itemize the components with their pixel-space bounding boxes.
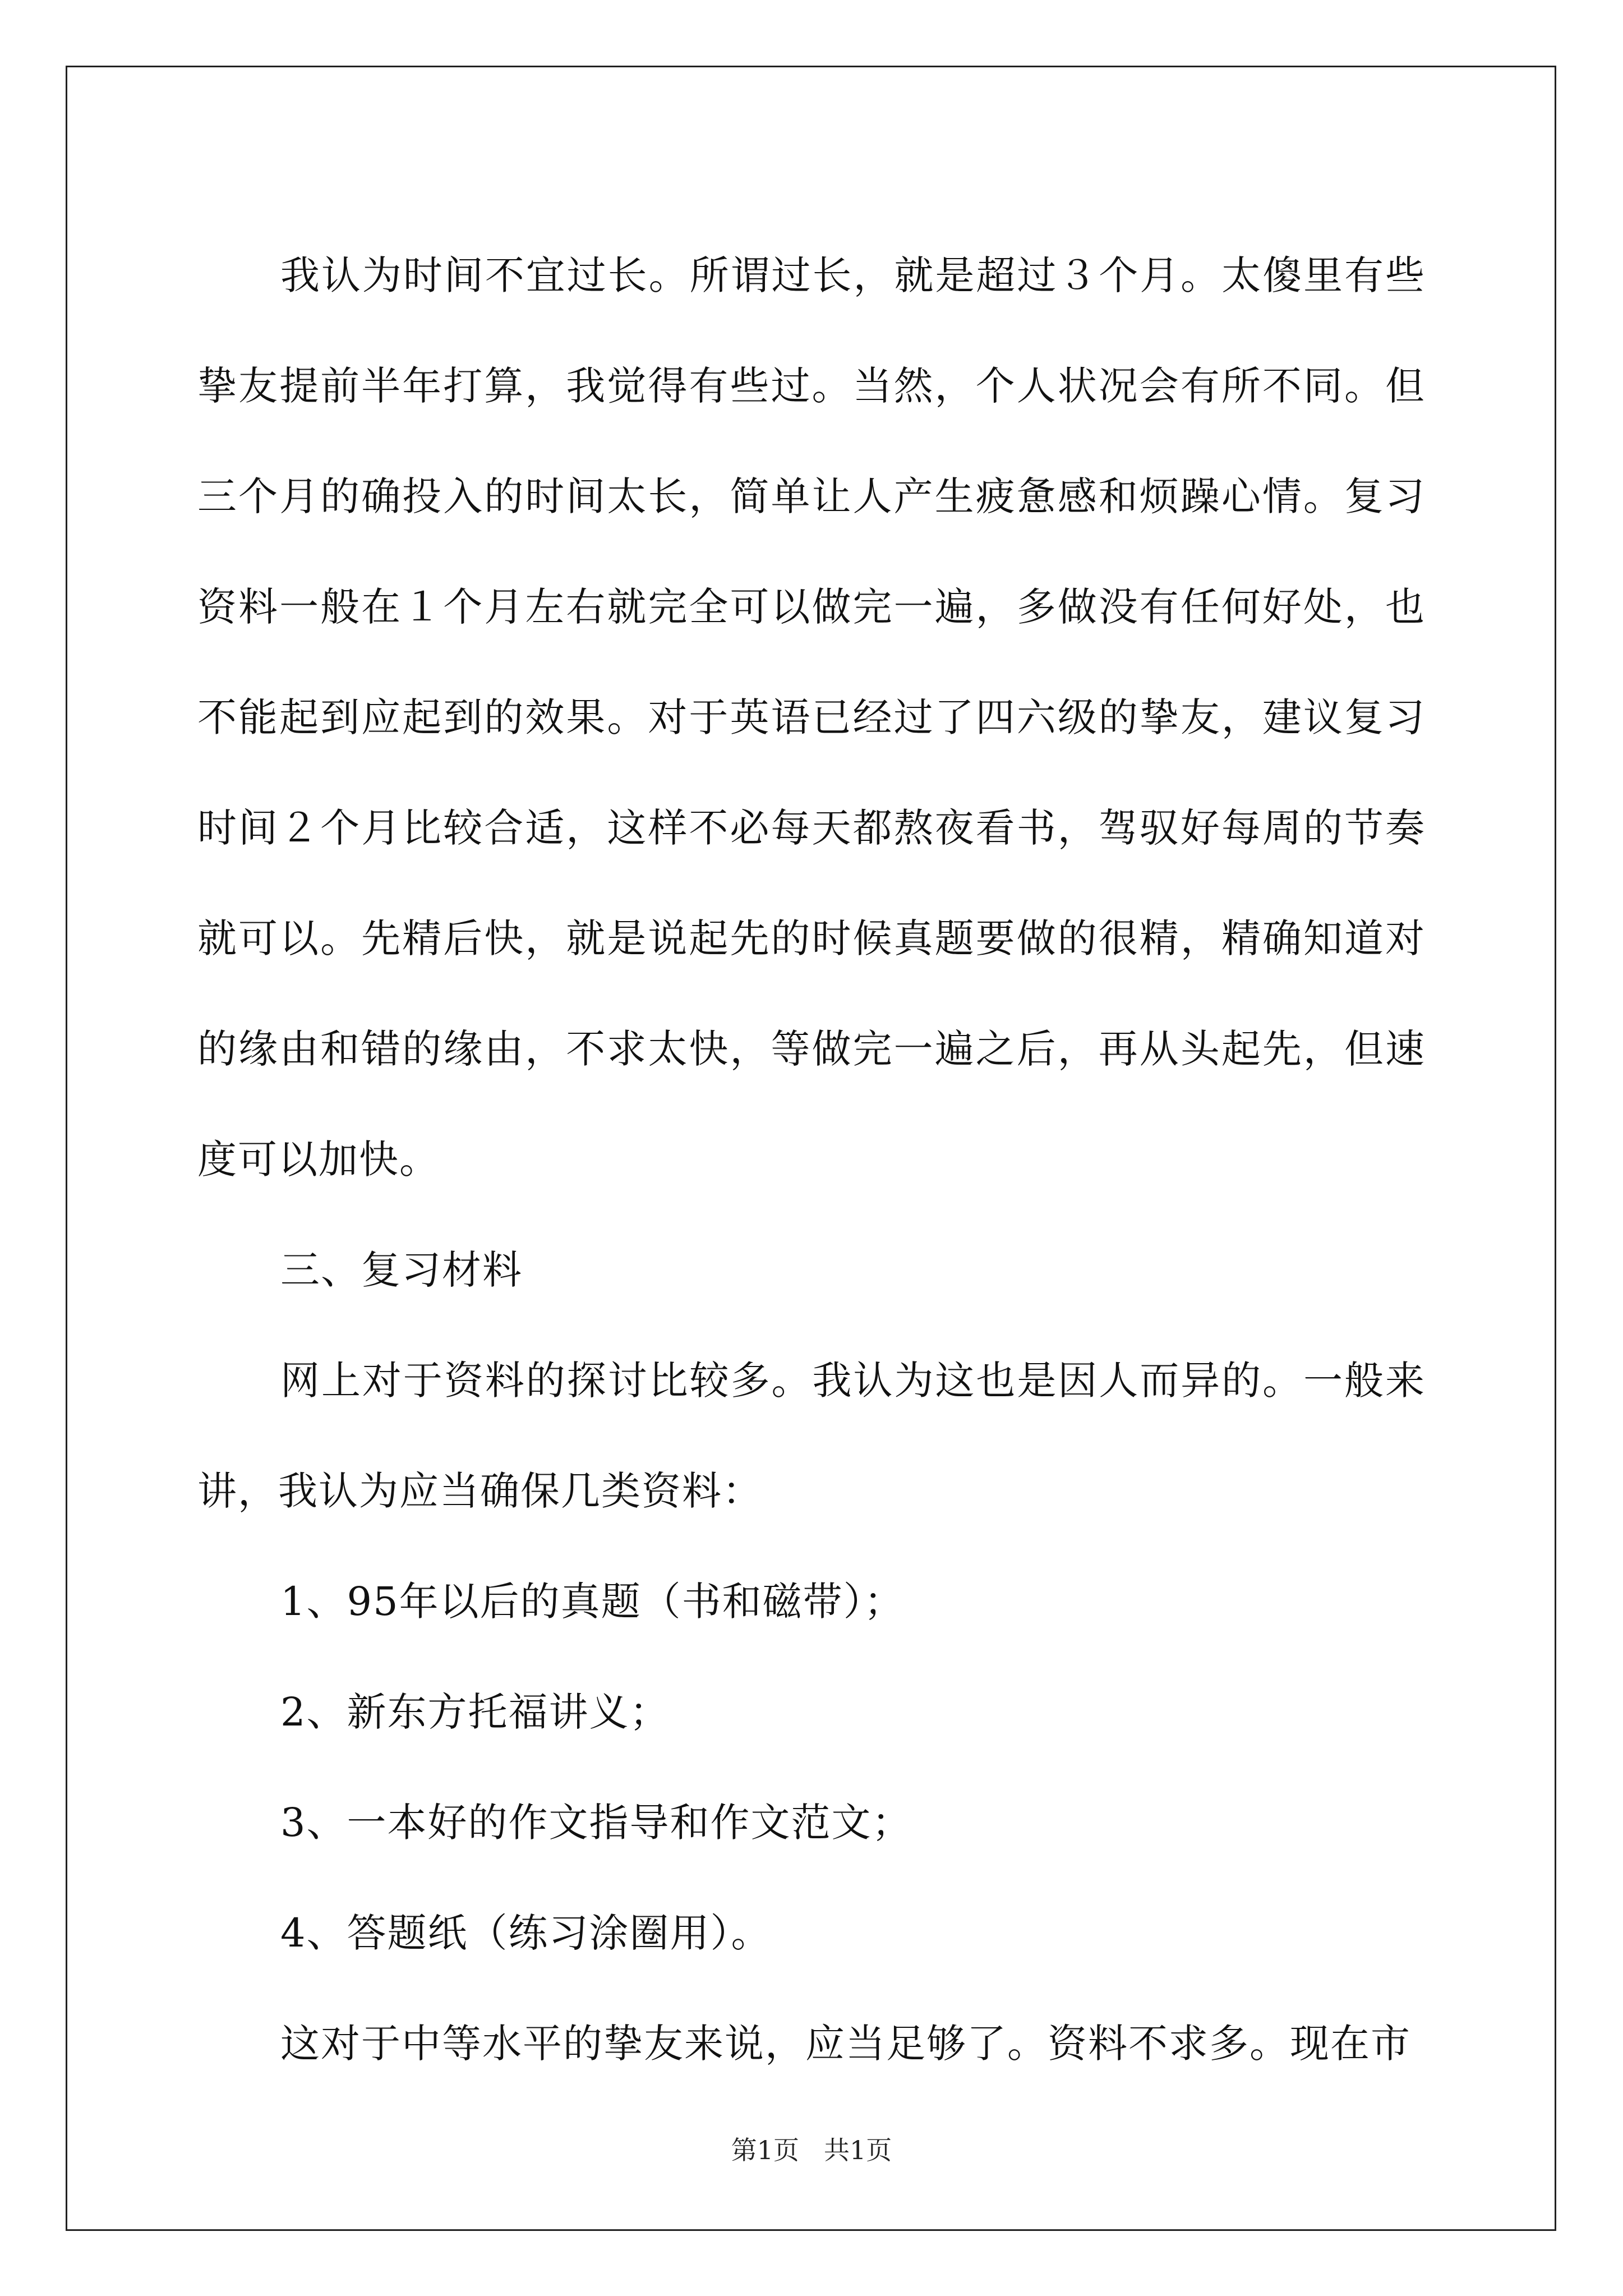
paragraph-materials-intro: 网上对于资料的探讨比较多。我认为这也是因人而异的。一般来讲，我认为应当确保几类资料： xyxy=(197,1358,1426,1514)
list-item-writing-guide: 3、一本好的作文指导和作文范文； xyxy=(280,1800,912,1846)
list-item-lecture-notes: 2、新东方托福讲义； xyxy=(280,1689,670,1735)
document-body xyxy=(197,220,1426,2099)
footer-gap xyxy=(799,2135,824,2165)
paragraph-study-duration: 我认为时间不宜过长。所谓过长，就是超过３个月。太傻里有些挚友提前半年打算，我觉得有些过。当然，个人状况会有所不同。但三个月的确投入的时间太长，简单让人产生疲惫感和烦躁心情。复习资料一般在１个月左右就完全可以做完一遍，多做没有任何好处，也不能起到应起到的效果。对于英语已经过了四六级的挚友，建议复习时间２个月比较合适，这样不必每天都熬夜看书，驾驭好每周的节奏就可以。先精后快，就是说起先的时候真题要做的很精，精确知道对的缘由和错的缘由，不求太快，等做完一遍之后，再从头起先，但速度可以加快。 xyxy=(197,252,1426,1182)
page-footer xyxy=(0,2133,1623,2167)
paragraph-closing: 这对于中等水平的挚友来说，应当足够了。资料不求多。现在市 xyxy=(280,2021,1411,2067)
list-item-answer-sheet: 4、答题纸（练习涂圈用）。 xyxy=(280,1910,772,1956)
section-heading-review-materials: 三、复习材料 xyxy=(280,1247,523,1293)
list-item-past-exams: 1、95年以后的真题（书和磁带）； xyxy=(280,1579,905,1625)
page-number: 第1页 xyxy=(731,2135,800,2165)
page-total: 共1页 xyxy=(823,2135,892,2165)
